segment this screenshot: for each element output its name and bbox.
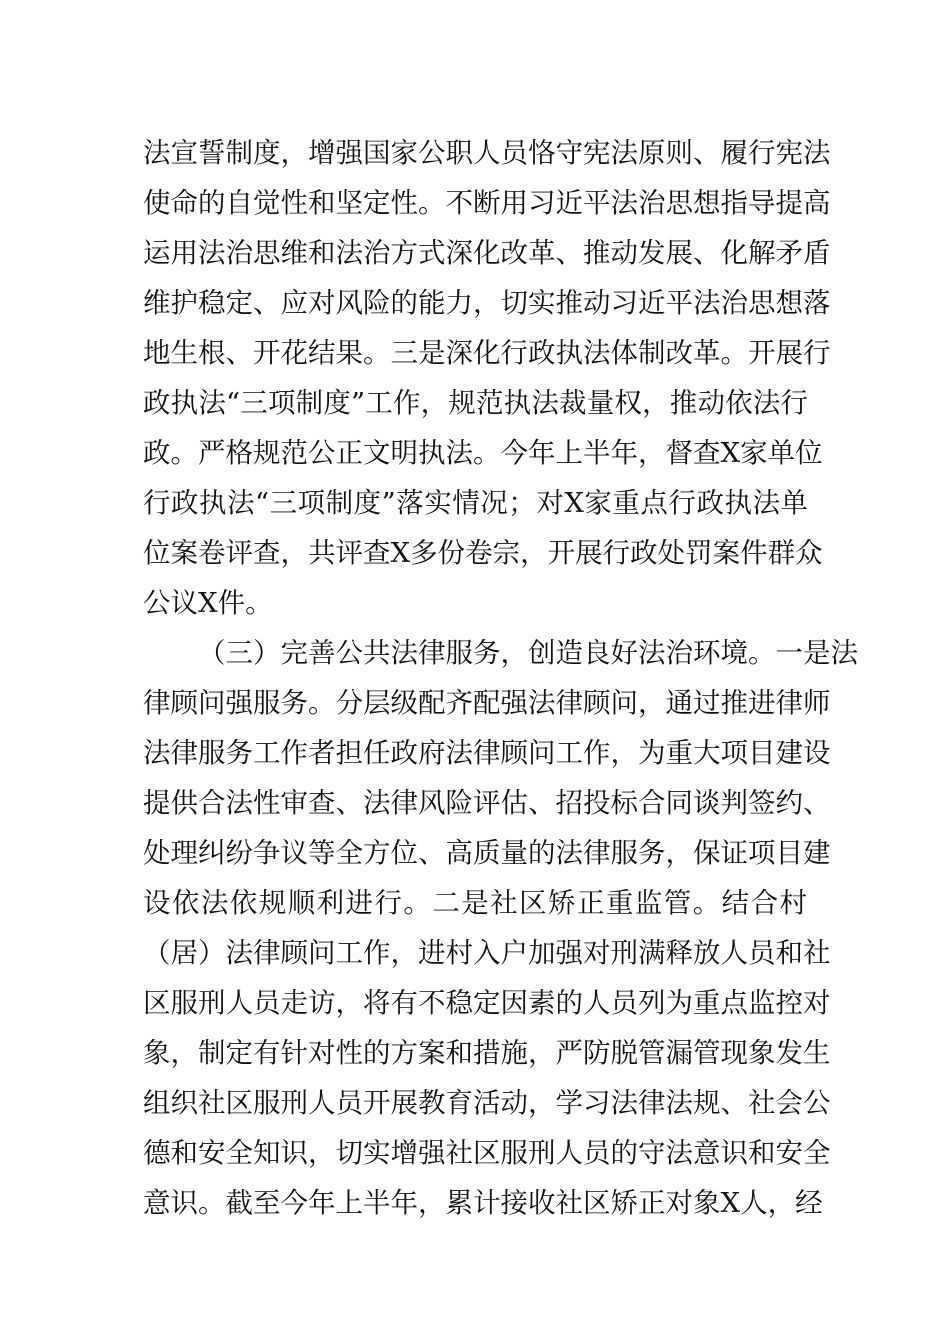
text-line: 行政执法“三项制度”落实情况；对X家重点行政执法单: [143, 487, 808, 519]
text-line: 处理纠纷争议等全方位、高质量的法律服务，保证项目建: [143, 837, 831, 869]
text-line: 律顾问强服务。分层级配齐配强法律顾问，通过推进律师: [143, 687, 831, 719]
text-line: （居）法律顾问工作，进村入户加强对刑满释放人员和社: [143, 937, 831, 969]
text-line: 设依法依规顺利进行。二是社区矫正重监管。结合村: [143, 887, 808, 919]
text-line: 组织社区服刑人员开展教育活动，学习法律法规、社会公: [143, 1087, 831, 1119]
text-line: 地生根、开花结果。三是深化行政执法体制改革。开展行: [143, 337, 831, 369]
text-line: 政。严格规范公正文明执法。今年上半年，督查X家单位: [143, 437, 823, 469]
text-line: 区服刑人员走访，将有不稳定因素的人员列为重点监控对: [143, 987, 831, 1019]
text-line: 提供合法性审查、法律风险评估、招投标合同谈判签约、: [143, 787, 831, 819]
text-line: 维护稳定、应对风险的能力，切实推动习近平法治思想落: [143, 287, 831, 319]
text-line: 德和安全知识，切实增强社区服刑人员的守法意识和安全: [143, 1137, 831, 1169]
text-line: 政执法“三项制度”工作，规范执法裁量权，推动依法行: [143, 387, 808, 419]
text-line: 意识。截至今年上半年，累计接收社区矫正对象X人，经: [143, 1187, 823, 1219]
text-line: 公议X件。: [143, 587, 273, 619]
text-line: 使命的自觉性和坚定性。不断用习近平法治思想指导提高: [143, 187, 831, 219]
text-line: 象，制定有针对性的方案和措施，严防脱管漏管现象发生: [143, 1037, 831, 1069]
text-line: 位案卷评查，共评查X多份卷宗，开展行政处罚案件群众: [143, 537, 823, 569]
text-line: 运用法治思维和法治方式深化改革、推动发展、化解矛盾: [143, 237, 831, 269]
text-line: 法律服务工作者担任政府法律顾问工作，为重大项目建设: [143, 737, 831, 769]
paragraph-heading-line: （三）完善公共法律服务，创造良好法治环境。一是法: [198, 637, 858, 669]
text-line: 法宣誓制度，增强国家公职人员恪守宪法原则、履行宪法: [143, 137, 831, 169]
